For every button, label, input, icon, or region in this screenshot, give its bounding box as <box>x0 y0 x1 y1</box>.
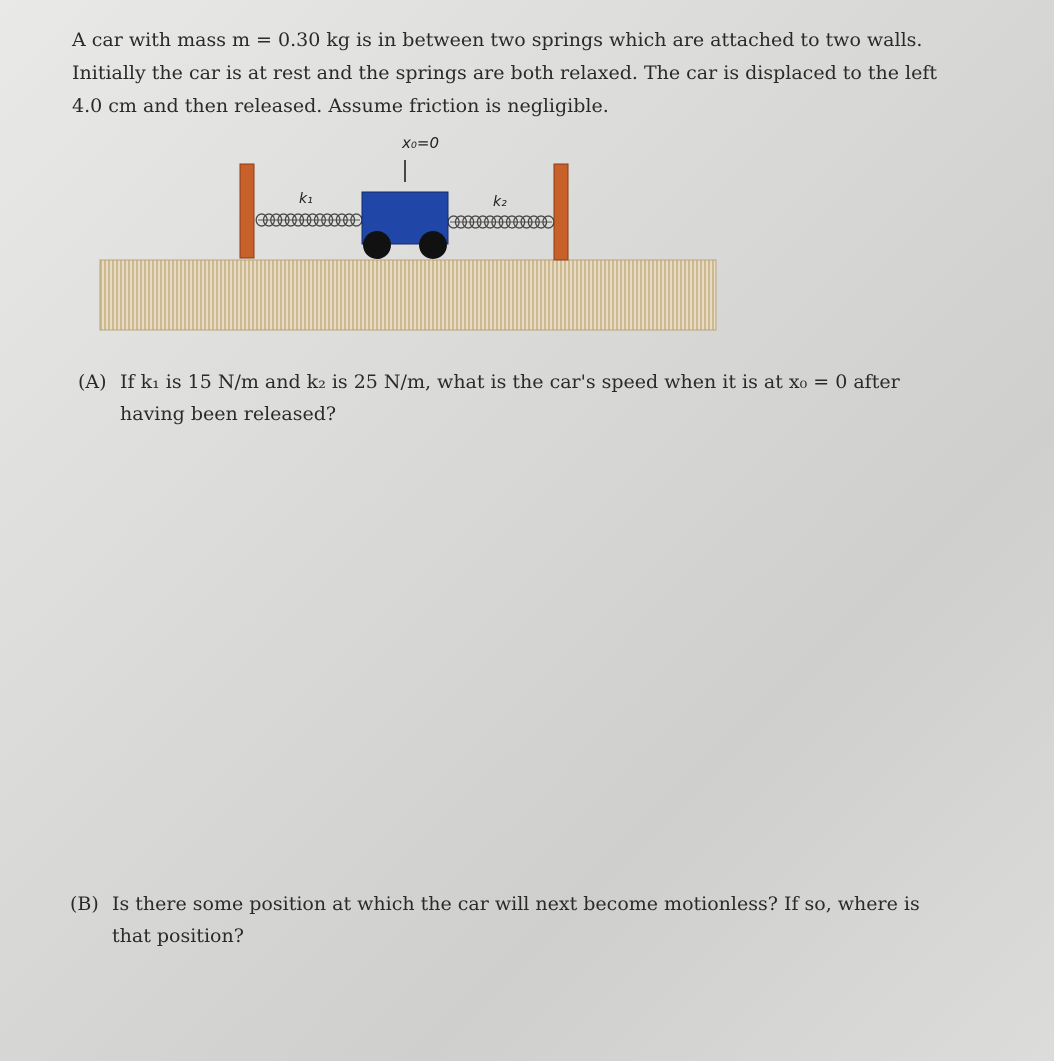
car-wheel-left <box>363 231 391 259</box>
floor <box>100 260 716 330</box>
spring-right-label: k₂ <box>493 194 507 210</box>
spring-left <box>256 214 362 226</box>
intro-line-1: A car with mass m = 0.30 kg is in between two springs which are attached to two walls. <box>72 29 923 51</box>
problem-statement <box>72 24 962 123</box>
car-wheel-right <box>419 231 447 259</box>
question-b <box>70 888 960 952</box>
question-b-line-2: that position? <box>112 925 244 947</box>
question-b-line-1: Is there some position at which the car will next become motionless? If so, where is <box>112 893 920 915</box>
question-a <box>78 366 958 430</box>
spring-right <box>448 216 554 228</box>
spring-car-diagram <box>96 128 720 334</box>
intro-line-2: Initially the car is at rest and the springs are both relaxed. The car is displaced to the left <box>72 62 938 84</box>
question-a-line-1: If k₁ is 15 N/m and k₂ is 25 N/m, what is the car's speed when it is at x₀ = 0 after <box>120 371 900 393</box>
right-wall <box>554 164 568 260</box>
question-a-label: (A) <box>78 371 107 393</box>
question-b-label: (B) <box>70 893 99 915</box>
question-a-line-2: having been released? <box>120 403 337 425</box>
intro-line-3: 4.0 cm and then released. Assume friction is negligible. <box>72 95 609 117</box>
left-wall <box>240 164 254 258</box>
origin-label: x₀=0 <box>402 134 440 152</box>
spring-left-label: k₁ <box>299 191 313 207</box>
